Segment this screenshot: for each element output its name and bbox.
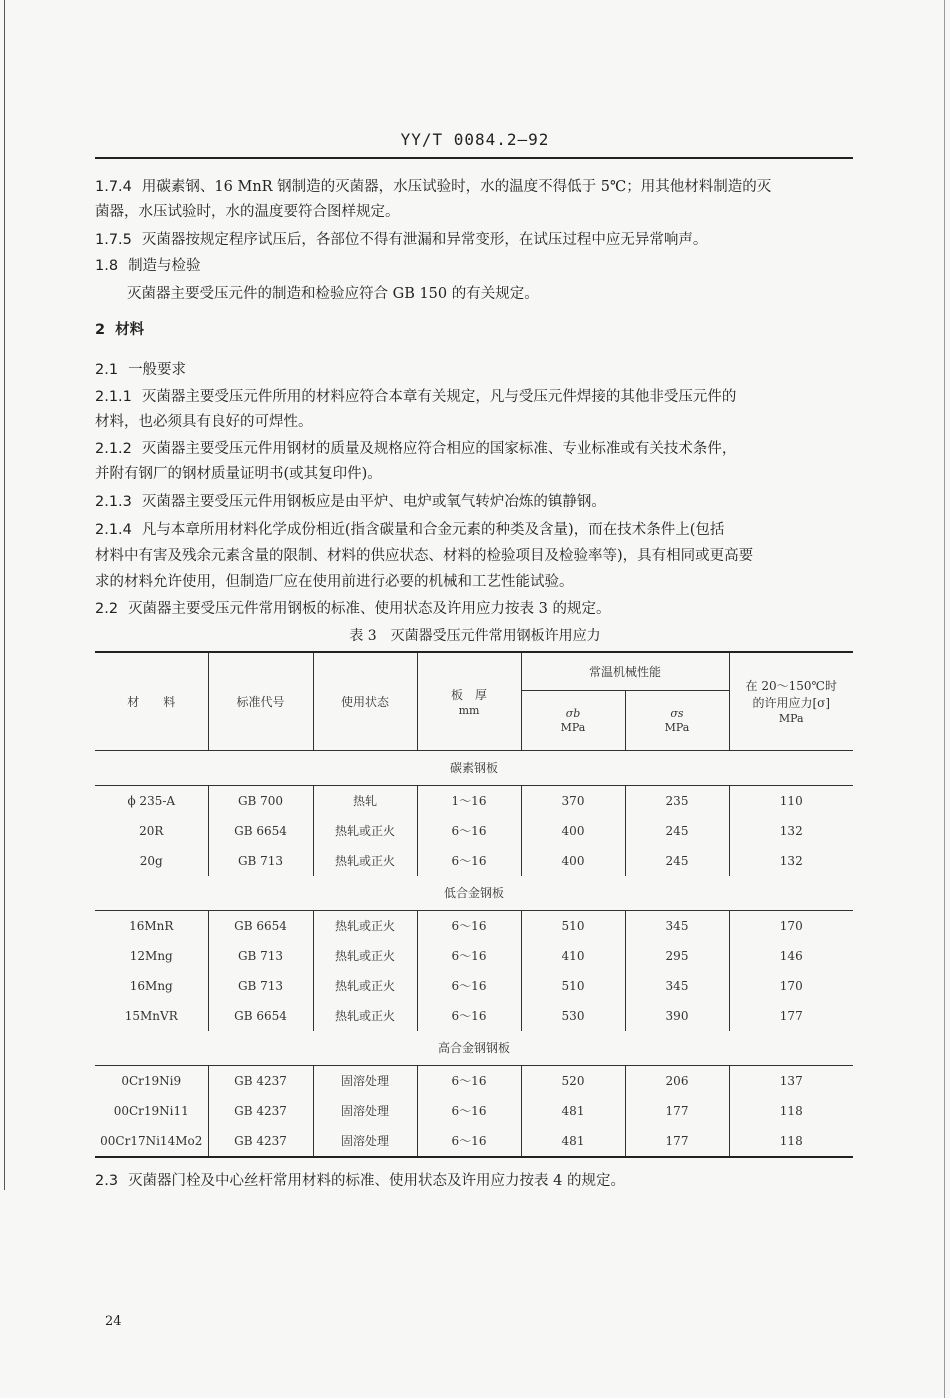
table-cell: GB 4237 bbox=[208, 1096, 313, 1126]
table-cell: 146 bbox=[729, 941, 853, 971]
table-cell: 345 bbox=[625, 910, 729, 941]
table-cell: 510 bbox=[521, 971, 625, 1001]
table-cell: 206 bbox=[625, 1065, 729, 1096]
table-cell: 1～16 bbox=[417, 785, 521, 816]
table-cell: 137 bbox=[729, 1065, 853, 1096]
para-1-7-4-line1: 1.7.4 用碳素钢、16 MnR 钢制造的灭菌器，水压试验时，水的温度不得低于 5℃；用其他材料制造的灭 bbox=[95, 179, 772, 195]
table-cell: 固溶处理 bbox=[313, 1096, 417, 1126]
col-header-thickness: 板 厚 mm bbox=[417, 652, 521, 750]
para-2-1-2-line1: 2.1.2 灭菌器主要受压元件用钢材的质量及规格应符合相应的国家标准、专业标准或有关技术条件， bbox=[95, 441, 737, 457]
para-1-8-body: 灭菌器主要受压元件的制造和检验应符合 GB 150 的有关规定。 bbox=[127, 286, 539, 302]
para-2-1-1-line2: 材料，也必须具有良好的可焊性。 bbox=[95, 414, 313, 430]
para-2-2: 2.2 灭菌器主要受压元件常用钢板的标准、使用状态及许用应力按表 3 的规定。 bbox=[95, 601, 611, 617]
col-header-mechanical: 常温机械性能 bbox=[521, 652, 729, 690]
table-cell: 400 bbox=[521, 846, 625, 876]
heading-2-1: 2.1 一般要求 bbox=[95, 362, 187, 378]
table-cell: 410 bbox=[521, 941, 625, 971]
table-cell: 235 bbox=[625, 785, 729, 816]
table-cell: GB 700 bbox=[208, 785, 313, 816]
table-cell: GB 713 bbox=[208, 941, 313, 971]
table-cell: 热轧或正火 bbox=[313, 816, 417, 846]
table-cell: 6～16 bbox=[417, 941, 521, 971]
table-cell: 20R bbox=[139, 823, 164, 838]
table-cell: 6～16 bbox=[417, 846, 521, 876]
para-2-1-4-line2: 材料中有害及残余元素含量的限制、材料的供应状态、材料的检验项目及检验率等)，具有相同或更高要 bbox=[95, 548, 754, 564]
table-3 bbox=[95, 651, 853, 1158]
table-cell: 295 bbox=[625, 941, 729, 971]
table-cell: 15MnVR bbox=[124, 1008, 178, 1023]
col-header-standard: 标准代号 bbox=[208, 652, 313, 750]
col-header-allowable-stress: 在 20～150℃时 的许用应力[σ] MPa bbox=[729, 652, 853, 750]
table-cell: 520 bbox=[521, 1065, 625, 1096]
table-cell: 20g bbox=[139, 853, 163, 868]
table-cell: 0Cr19Ni9 bbox=[121, 1073, 182, 1088]
para-1-7-5: 1.7.5 灭菌器按规定程序试压后，各部位不得有泄漏和异常变形，在试压过程中应无异常响声。 bbox=[95, 232, 708, 248]
col-header-sigma-b: σb MPa bbox=[521, 690, 625, 750]
table-cell: 6～16 bbox=[417, 910, 521, 941]
table-cell: 132 bbox=[729, 816, 853, 846]
table-cell: 热轧或正火 bbox=[313, 910, 417, 941]
para-2-3: 2.3 灭菌器门栓及中心丝杆常用材料的标准、使用状态及许用应力按表 4 的规定。 bbox=[95, 1173, 626, 1189]
table-row bbox=[95, 1096, 853, 1126]
table-cell: GB 4237 bbox=[208, 1126, 313, 1157]
table-row bbox=[95, 971, 853, 1001]
table-cell: 118 bbox=[729, 1096, 853, 1126]
heading-section-2: 2 材料 bbox=[95, 322, 145, 338]
table-cell: 245 bbox=[625, 846, 729, 876]
table-cell: 245 bbox=[625, 816, 729, 846]
table-row bbox=[95, 1126, 853, 1157]
table-cell: GB 4237 bbox=[208, 1065, 313, 1096]
table-cell: 6～16 bbox=[417, 1001, 521, 1031]
table-cell: 177 bbox=[625, 1096, 729, 1126]
para-2-1-1-line1: 2.1.1 灭菌器主要受压元件所用的材料应符合本章有关规定，凡与受压元件焊接的其他非受压元件的 bbox=[95, 389, 737, 405]
table-cell: 热轧 bbox=[313, 785, 417, 816]
table-cell: 6～16 bbox=[417, 1126, 521, 1157]
para-2-1-4-line3: 求的材料允许使用，但制造厂应在使用前进行必要的机械和工艺性能试验。 bbox=[95, 574, 574, 590]
table-group-row bbox=[95, 1031, 853, 1066]
table-cell: 16Mng bbox=[129, 978, 173, 993]
table-3-caption: 表 3 灭菌器受压元件常用钢板许用应力 bbox=[349, 628, 601, 644]
table-cell: GB 6654 bbox=[208, 910, 313, 941]
col-header-material: 材 料 bbox=[95, 652, 208, 750]
table-cell: 170 bbox=[729, 910, 853, 941]
table-cell: 6～16 bbox=[417, 1096, 521, 1126]
table-cell: 16MnR bbox=[129, 918, 174, 933]
page-number: 24 bbox=[105, 1314, 122, 1329]
table-cell: 530 bbox=[521, 1001, 625, 1031]
table-row bbox=[95, 910, 853, 941]
page-frame-left bbox=[4, 0, 5, 1190]
table-cell: 481 bbox=[521, 1126, 625, 1157]
header-rule bbox=[95, 157, 853, 159]
table-group-label: 高合金钢钢板 bbox=[95, 1031, 853, 1066]
table-group-label: 碳素钢板 bbox=[95, 750, 853, 785]
table-cell: 370 bbox=[521, 785, 625, 816]
table-cell: 132 bbox=[729, 846, 853, 876]
table-cell: 固溶处理 bbox=[313, 1126, 417, 1157]
table-row bbox=[95, 941, 853, 971]
table-cell: 热轧或正火 bbox=[313, 1001, 417, 1031]
table-cell: 00Cr17Ni14Mo2 bbox=[95, 1126, 208, 1157]
table-cell: 热轧或正火 bbox=[313, 941, 417, 971]
table-cell: 400 bbox=[521, 816, 625, 846]
table-cell: GB 713 bbox=[208, 971, 313, 1001]
page-frame-right bbox=[944, 0, 945, 1398]
table-cell: 177 bbox=[625, 1126, 729, 1157]
table-cell: ϕ 235-A bbox=[127, 793, 176, 808]
table-row bbox=[95, 785, 853, 816]
table-group-label: 低合金钢板 bbox=[95, 876, 853, 911]
para-2-1-3: 2.1.3 灭菌器主要受压元件用钢板应是由平炉、电炉或氧气转炉冶炼的镇静钢。 bbox=[95, 494, 606, 510]
table-cell: 12Mng bbox=[129, 948, 173, 963]
table-cell: 110 bbox=[729, 785, 853, 816]
table-cell: 热轧或正火 bbox=[313, 846, 417, 876]
table-cell: 390 bbox=[625, 1001, 729, 1031]
table-cell: 热轧或正火 bbox=[313, 971, 417, 1001]
table-cell: 固溶处理 bbox=[313, 1065, 417, 1096]
table-cell: 118 bbox=[729, 1126, 853, 1157]
table-cell: 6～16 bbox=[417, 1065, 521, 1096]
table-cell: 170 bbox=[729, 971, 853, 1001]
table-cell: 6～16 bbox=[417, 816, 521, 846]
table-cell: 177 bbox=[729, 1001, 853, 1031]
col-header-sigma-s: σs MPa bbox=[625, 690, 729, 750]
heading-1-8: 1.8 制造与检验 bbox=[95, 258, 201, 274]
table-cell: 481 bbox=[521, 1096, 625, 1126]
table-group-row bbox=[95, 750, 853, 785]
table-cell: 345 bbox=[625, 971, 729, 1001]
table-cell: GB 6654 bbox=[208, 816, 313, 846]
table-group-row bbox=[95, 876, 853, 911]
table-row bbox=[95, 1001, 853, 1031]
table-cell: 00Cr19Ni11 bbox=[113, 1103, 189, 1118]
para-1-7-4-line2: 菌器，水压试验时，水的温度要符合图样规定。 bbox=[95, 204, 400, 220]
table-cell: GB 6654 bbox=[208, 1001, 313, 1031]
para-2-1-4-line1: 2.1.4 凡与本章所用材料化学成份相近(指含碳量和合金元素的种类及含量)，而在技术条件上(包括 bbox=[95, 522, 725, 538]
table-cell: 6～16 bbox=[417, 971, 521, 1001]
table-row bbox=[95, 1065, 853, 1096]
document-header-title: YY/T 0084.2—92 bbox=[400, 130, 550, 149]
table-row bbox=[95, 816, 853, 846]
table-cell: GB 713 bbox=[208, 846, 313, 876]
col-header-condition: 使用状态 bbox=[313, 652, 417, 750]
table-cell: 510 bbox=[521, 910, 625, 941]
para-2-1-2-line2: 并附有钢厂的钢材质量证明书(或其复印件)。 bbox=[95, 466, 382, 482]
table-row bbox=[95, 846, 853, 876]
